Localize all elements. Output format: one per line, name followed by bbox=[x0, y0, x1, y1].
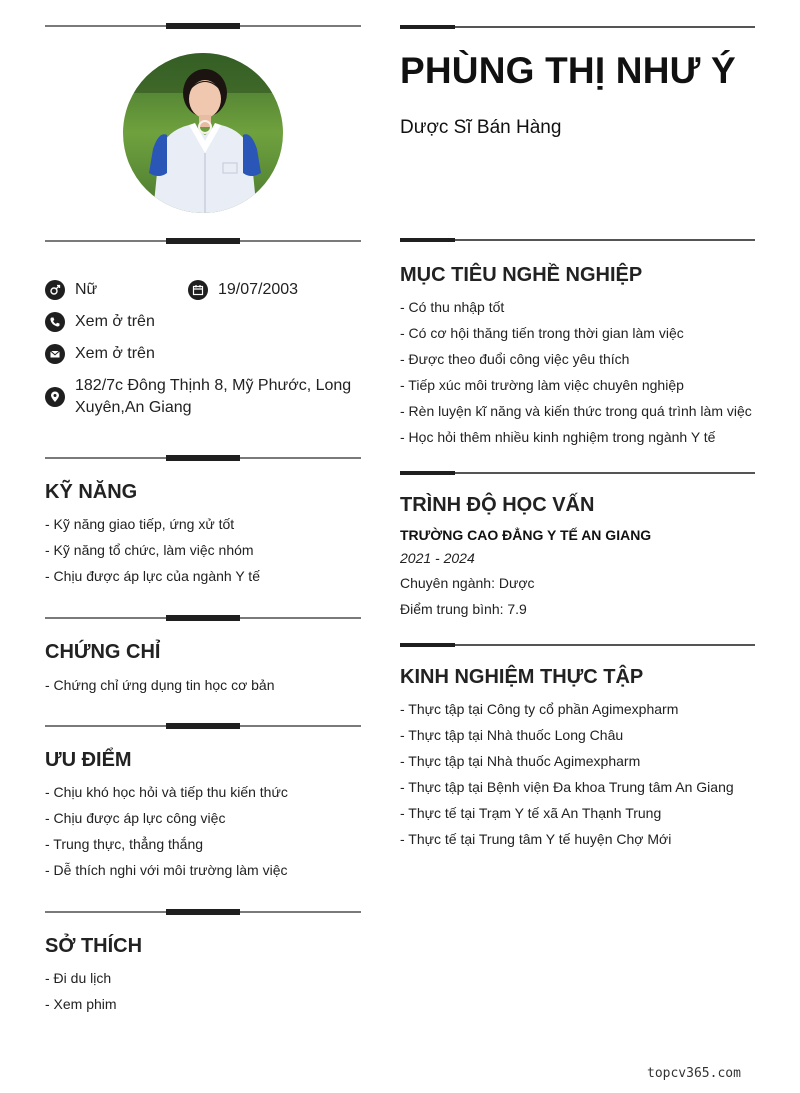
envelope-icon bbox=[45, 344, 65, 364]
list-item: - Đi du lịch bbox=[45, 970, 112, 986]
candidate-name: PHÙNG THỊ NHƯ Ý bbox=[400, 50, 736, 91]
avatar bbox=[123, 53, 283, 213]
strengths-title: ƯU ĐIỂM bbox=[45, 749, 132, 771]
list-item: - Chứng chỉ ứng dụng tin học cơ bản bbox=[45, 677, 275, 693]
experience-title: KINH NGHIỆM THỰC TẬP bbox=[400, 666, 644, 688]
list-item: - Có thu nhập tốt bbox=[400, 299, 505, 315]
objective-title: MỤC TIÊU NGHỀ NGHIỆP bbox=[400, 264, 643, 286]
divider bbox=[400, 643, 755, 648]
divider bbox=[45, 723, 361, 729]
skills-list bbox=[45, 511, 260, 589]
address-value: 182/7c Đông Thịnh 8, Mỹ Phước, Long Xuyên,An Giang bbox=[75, 377, 352, 416]
list-item: - Kỹ năng tổ chức, làm việc nhóm bbox=[45, 542, 254, 558]
location-pin-icon bbox=[45, 387, 65, 407]
certificates-title: CHỨNG CHỈ bbox=[45, 641, 161, 663]
list-item: - Thực tế tại Trung tâm Y tế huyện Chợ Mới bbox=[400, 831, 672, 847]
list-item: - Rèn luyện kĩ năng và kiến thức trong quá trình làm việc bbox=[400, 403, 752, 419]
email-info bbox=[45, 343, 155, 365]
candidate-role: Dược Sĩ Bán Hàng bbox=[400, 117, 562, 138]
skills-title: KỸ NĂNG bbox=[45, 481, 138, 503]
gender-info bbox=[45, 279, 97, 301]
objective-list bbox=[400, 294, 752, 450]
list-item: - Thực tập tại Nhà thuốc Long Châu bbox=[400, 727, 624, 743]
divider bbox=[45, 455, 361, 461]
list-item: - Dễ thích nghi với môi trường làm việc bbox=[45, 862, 288, 878]
list-item: - Thực tế tại Trạm Y tế xã An Thạnh Trung bbox=[400, 805, 662, 821]
gender-value: Nữ bbox=[75, 281, 98, 298]
school-years: 2021 - 2024 bbox=[400, 550, 475, 566]
footer-site: topcv365.com bbox=[647, 1066, 741, 1081]
certificates-list bbox=[45, 672, 275, 698]
education-title: TRÌNH ĐỘ HỌC VẤN bbox=[400, 494, 595, 516]
hobbies-list bbox=[45, 965, 117, 1017]
list-item: - Thực tập tại Bệnh viện Đa khoa Trung tâm An Giang bbox=[400, 779, 734, 795]
divider bbox=[400, 471, 755, 476]
calendar-icon bbox=[188, 280, 208, 300]
divider bbox=[400, 25, 755, 30]
list-item: - Xem phim bbox=[45, 996, 117, 1012]
list-item: - Thực tập tại Công ty cổ phần Agimexpharm bbox=[400, 701, 679, 717]
list-item: - Chịu khó học hỏi và tiếp thu kiến thức bbox=[45, 784, 288, 800]
list-item: - Trung thực, thẳng thắng bbox=[45, 836, 204, 852]
strengths-list bbox=[45, 779, 288, 883]
list-item: - Chịu được áp lực của ngành Y tế bbox=[45, 568, 260, 584]
experience-list bbox=[400, 696, 734, 852]
phone-value: Xem ở trên bbox=[75, 313, 155, 330]
divider bbox=[45, 238, 361, 244]
list-item: - Được theo đuổi công việc yêu thích bbox=[400, 351, 630, 367]
divider bbox=[45, 23, 361, 29]
list-item: - Tiếp xúc môi trường làm việc chuyên nghiệp bbox=[400, 377, 684, 393]
dob-value: 19/07/2003 bbox=[218, 281, 299, 298]
divider bbox=[45, 615, 361, 621]
phone-icon bbox=[45, 312, 65, 332]
school-gpa: Điểm trung bình: 7.9 bbox=[400, 601, 527, 617]
email-value: Xem ở trên bbox=[75, 345, 155, 362]
gender-icon bbox=[45, 280, 65, 300]
list-item: - Thực tập tại Nhà thuốc Agimexpharm bbox=[400, 753, 641, 769]
school-major: Chuyên ngành: Dược bbox=[400, 575, 535, 591]
school-name: TRƯỜNG CAO ĐẲNG Y TẾ AN GIANG bbox=[400, 527, 652, 543]
list-item: - Chịu được áp lực công việc bbox=[45, 810, 226, 826]
list-item: - Kỹ năng giao tiếp, ứng xử tốt bbox=[45, 516, 235, 532]
divider bbox=[45, 909, 361, 915]
dob-info bbox=[188, 279, 298, 301]
list-item: - Học hỏi thêm nhiều kinh nghiệm trong ngành Y tế bbox=[400, 429, 716, 445]
phone-info bbox=[45, 311, 155, 333]
address-info bbox=[45, 375, 361, 419]
list-item: - Có cơ hội thăng tiến trong thời gian làm việc bbox=[400, 325, 684, 341]
hobbies-title: SỞ THÍCH bbox=[45, 935, 143, 957]
divider bbox=[400, 238, 755, 243]
